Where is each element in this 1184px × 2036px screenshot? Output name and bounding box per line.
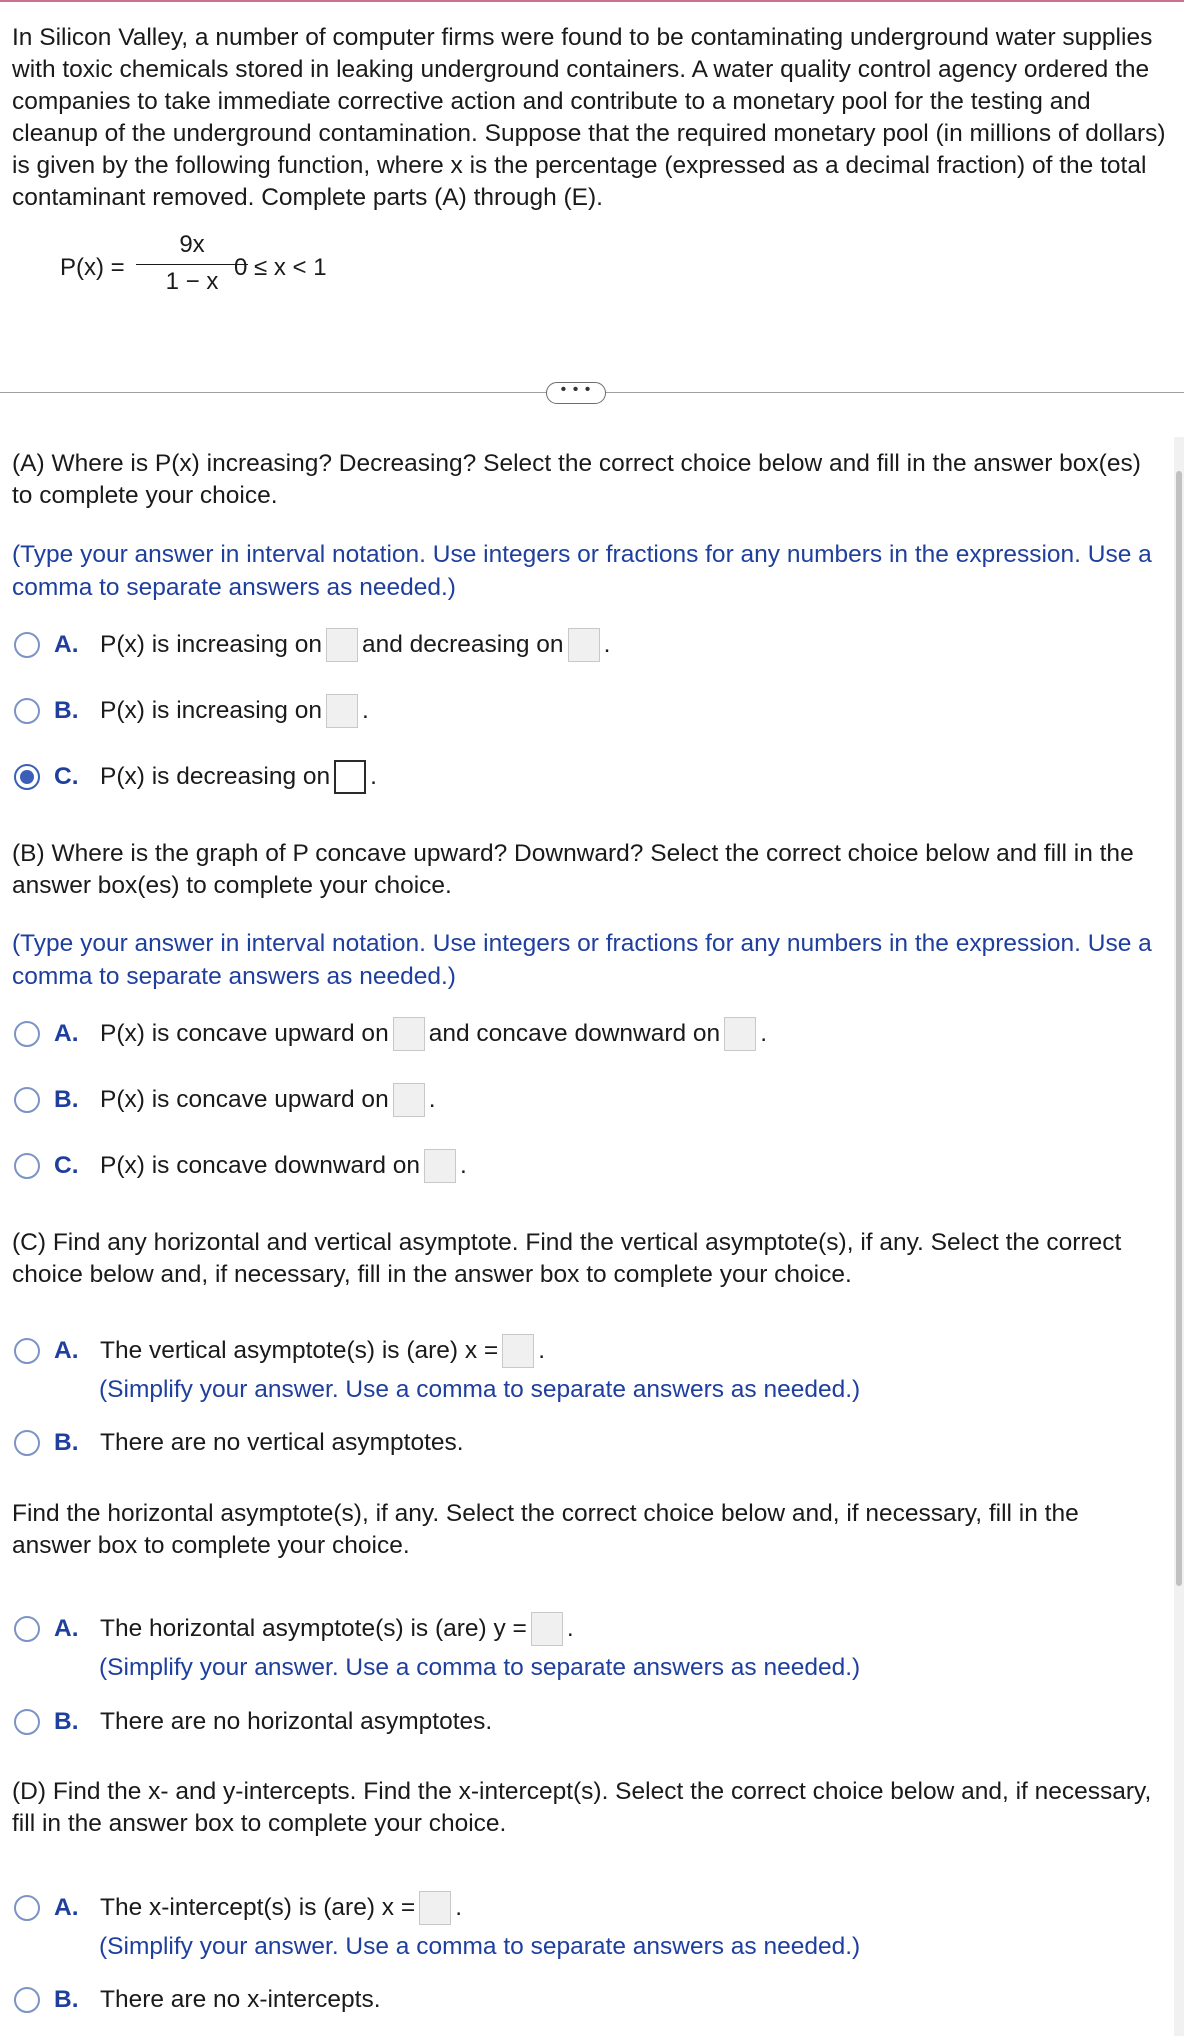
choice-letter: A. — [54, 1020, 79, 1047]
radio-part-b-a[interactable] — [14, 1021, 40, 1047]
part-b-choice-b[interactable] — [14, 1082, 436, 1118]
part-a-choice-c[interactable] — [14, 759, 377, 795]
choice-letter: A. — [54, 631, 79, 658]
choice-text: The vertical asymptote(s) is (are) x = — [100, 1337, 499, 1364]
choice-text: There are no horizontal asymptotes. — [100, 1708, 493, 1735]
part-c-question: (C) Find any horizontal and vertical asymptote. Find the vertical asymptote(s), if any. Select the correct choice below and, if necessary, fill in the answer box to complete your choice. — [12, 1229, 1122, 1288]
radio-part-d-b[interactable] — [14, 1987, 40, 2013]
radio-part-b-c[interactable] — [14, 1153, 40, 1179]
radio-part-c-vertical-a[interactable] — [14, 1338, 40, 1364]
more-options-button[interactable]: • • • — [546, 382, 606, 404]
answer-box-decreasing-active[interactable] — [334, 760, 366, 794]
radio-part-b-b[interactable] — [14, 1087, 40, 1113]
answer-box-increasing[interactable] — [326, 694, 358, 728]
choice-text: There are no vertical asymptotes. — [100, 1429, 464, 1456]
choice-letter: B. — [54, 1708, 79, 1735]
choice-letter: C. — [54, 763, 79, 790]
problem-statement: In Silicon Valley, a number of computer firms were found to be contaminating underground water supplies with toxic chemicals stored in leaking underground containers. A water quality control agency ordered the companies to take immediate corrective action and contribute to a monetary pool for the testing and cleanup of the underground contamination. Suppose that the required monetary pool (in millions of dollars) is given by the following function, where x is the percentage (expressed as a decimal fraction) of the total contaminant removed. Complete parts (A) through (E). — [12, 24, 1166, 211]
choice-text: The horizontal asymptote(s) is (are) y = — [100, 1615, 527, 1642]
answer-box-concave-down[interactable] — [724, 1017, 756, 1051]
answer-box-increasing[interactable] — [326, 628, 358, 662]
choice-text: P(x) is increasing on — [100, 631, 322, 658]
choice-letter: B. — [54, 1429, 79, 1456]
choice-letter: B. — [54, 1986, 79, 2013]
radio-part-a-b[interactable] — [14, 698, 40, 724]
choice-period: . — [455, 1894, 462, 1921]
radio-part-a-a[interactable] — [14, 632, 40, 658]
part-a-question: (A) Where is P(x) increasing? Decreasing? Select the correct choice below and fill in the answer box(es) to complete your choice. — [12, 450, 1141, 509]
part-b-question: (B) Where is the graph of P concave upward? Downward? Select the correct choice below and fill in the answer box(es) to complete your choice. — [12, 840, 1134, 899]
formula-denominator: 1 − x — [165, 268, 219, 295]
choice-text: P(x) is decreasing on — [100, 763, 331, 790]
part-b-choice-c[interactable] — [14, 1148, 467, 1184]
part-d-choice-a[interactable] — [14, 1890, 462, 1926]
choice-period: . — [566, 1615, 574, 1642]
formula-numerator: 9x — [179, 231, 205, 258]
answer-box-horizontal-asymptote[interactable] — [531, 1612, 563, 1646]
choice-letter: C. — [54, 1152, 79, 1179]
choice-text: P(x) is increasing on — [100, 697, 322, 724]
part-b-choice-a[interactable] — [14, 1016, 767, 1052]
choice-letter: B. — [54, 697, 79, 724]
choice-period: . — [538, 1337, 546, 1364]
radio-part-d-a[interactable] — [14, 1895, 40, 1921]
part-a-choice-a[interactable] — [14, 627, 610, 663]
part-a-hint: (Type your answer in interval notation. Use integers or fractions for any numbers in the expression. Use a comma to separate answers as needed.) — [12, 541, 1152, 601]
formula-lhs: P(x) = — [60, 254, 125, 281]
choice-text: P(x) is concave downward on — [100, 1152, 421, 1179]
choice-text-2: and decreasing on — [361, 631, 564, 658]
answer-box-concave-down[interactable] — [424, 1149, 456, 1183]
formula-domain: 0 ≤ x < 1 — [234, 254, 327, 281]
choice-period: . — [428, 1086, 436, 1113]
choice-letter: A. — [54, 1894, 79, 1921]
vertical-asymptote-hint: (Simplify your answer. Use a comma to separate answers as needed.) — [99, 1376, 861, 1403]
part-c-vertical-choice-a[interactable] — [14, 1333, 545, 1369]
part-c-horizontal-choice-b[interactable] — [14, 1704, 492, 1740]
part-c-vertical-choice-b[interactable] — [14, 1425, 464, 1461]
radio-part-a-c-selected[interactable] — [14, 764, 40, 790]
part-d-choice-b[interactable] — [14, 1982, 381, 2018]
part-b-hint: (Type your answer in interval notation. Use integers or fractions for any numbers in the expression. Use a comma to separate answers as needed.) — [12, 930, 1152, 990]
answer-box-x-intercept[interactable] — [419, 1891, 451, 1925]
choice-period: . — [460, 1152, 467, 1179]
scrollbar-thumb[interactable] — [1176, 471, 1182, 1586]
choice-text: P(x) is concave upward on — [100, 1086, 389, 1113]
choice-period: . — [370, 763, 377, 790]
choice-text: P(x) is concave upward on — [100, 1020, 389, 1047]
choice-letter: A. — [54, 1337, 79, 1364]
top-accent-line — [0, 0, 1184, 2]
radio-part-c-horizontal-b[interactable] — [14, 1709, 40, 1735]
answer-box-concave-up[interactable] — [393, 1017, 425, 1051]
horizontal-asymptote-hint: (Simplify your answer. Use a comma to separate answers as needed.) — [99, 1654, 861, 1681]
choice-period: . — [603, 631, 611, 658]
choice-period: . — [361, 697, 369, 724]
choice-letter: A. — [54, 1615, 79, 1642]
part-d-question: (D) Find the x- and y-intercepts. Find the x-intercept(s). Select the correct choice below and, if necessary, fill in the answer box to complete your choice. — [12, 1778, 1152, 1837]
x-intercept-hint: (Simplify your answer. Use a comma to separate answers as needed.) — [99, 1933, 861, 1960]
choice-period: . — [760, 1020, 767, 1047]
horizontal-asymptote-question: Find the horizontal asymptote(s), if any. Select the correct choice below and, if necessary, fill in the answer box to complete your choice. — [12, 1500, 1079, 1559]
radio-part-c-horizontal-a[interactable] — [14, 1616, 40, 1642]
choice-text-2: and concave downward on — [428, 1020, 721, 1047]
part-a-choice-b[interactable] — [14, 693, 369, 729]
answer-box-decreasing[interactable] — [568, 628, 600, 662]
choice-text: There are no x-intercepts. — [100, 1986, 381, 2013]
radio-part-c-vertical-b[interactable] — [14, 1430, 40, 1456]
answer-box-concave-up[interactable] — [393, 1083, 425, 1117]
choice-text: The x-intercept(s) is (are) x = — [100, 1894, 416, 1921]
choice-letter: B. — [54, 1086, 79, 1113]
answer-box-vertical-asymptote[interactable] — [502, 1334, 534, 1368]
part-c-horizontal-choice-a[interactable] — [14, 1611, 574, 1647]
